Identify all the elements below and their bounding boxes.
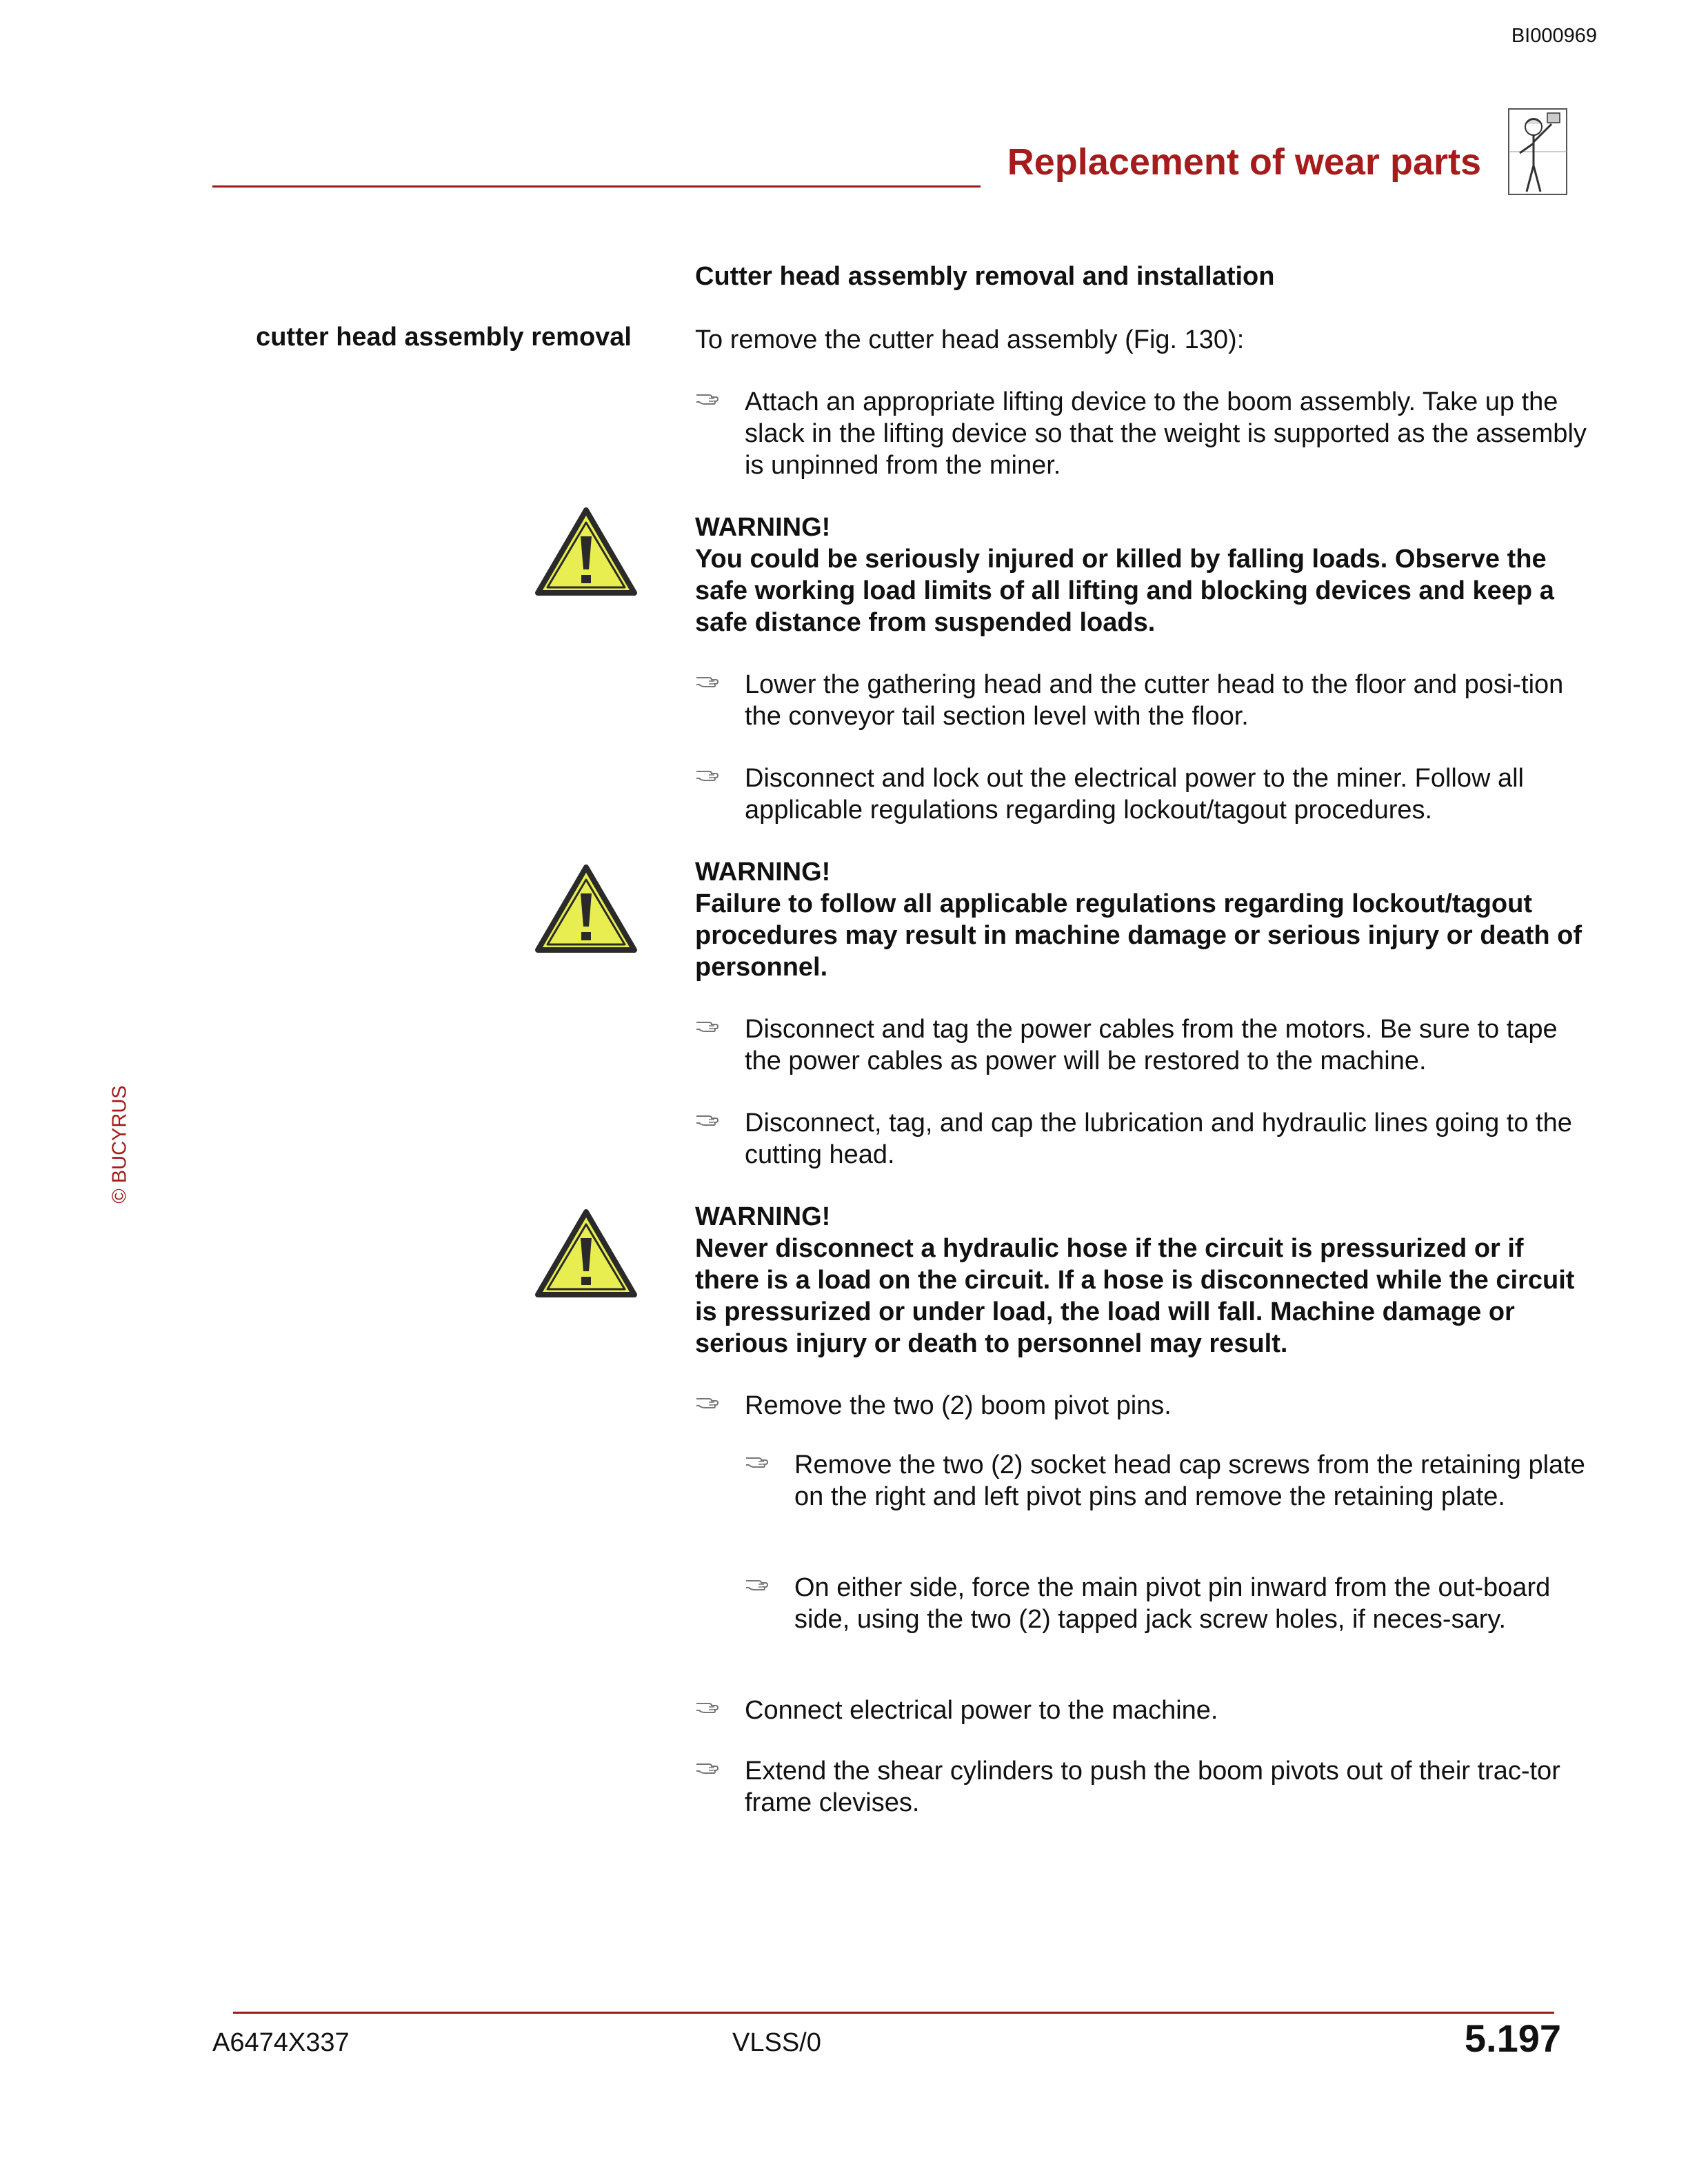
step-text: On either side, force the main pivot pin inward from the out-board side, using the two (2) tapped jack screw holes, if neces-sary. — [794, 1573, 1551, 1634]
pointing-hand-icon — [695, 389, 720, 407]
step-item — [695, 762, 1591, 826]
pointing-hand-icon — [695, 1697, 720, 1715]
step-item — [695, 1390, 1591, 1422]
step-item — [695, 669, 1591, 732]
warning-text: Never disconnect a hydraulic hose if the circuit is pressurized or if there is a load on the circuit. If a hose is disconnected while the circuit is pressurized or under load, the load will fall. Machine damage or serious injury or death to personnel may result. — [695, 1234, 1575, 1358]
step-item — [695, 1755, 1591, 1819]
worker-icon — [1503, 103, 1572, 200]
step-item — [695, 386, 1591, 481]
warning-block — [695, 1201, 1585, 1359]
warning-heading: WARNING! — [695, 513, 831, 542]
step-text: Disconnect and tag the power cables from the motors. Be sure to tape the power cables as power will be restored to the machine. — [745, 1015, 1558, 1075]
step-item — [695, 1013, 1591, 1077]
pointing-hand-icon — [695, 671, 720, 689]
pointing-hand-icon — [695, 1758, 720, 1776]
document-id: BI000969 — [1511, 25, 1597, 47]
sub-step-item — [745, 1572, 1591, 1635]
pointing-hand-icon — [695, 765, 720, 783]
page-number: 5.197 — [1464, 2016, 1561, 2060]
footer-document-number: A6474X337 — [212, 2028, 350, 2057]
footer-revision: VLSS/0 — [732, 2028, 821, 2057]
step-text: Disconnect and lock out the electrical power to the miner. Follow all applicable regulations regarding lockout/tagout procedures. — [745, 764, 1524, 825]
sub-step-item — [745, 1449, 1591, 1513]
page-title: Replacement of wear parts — [1007, 141, 1481, 183]
step-text: Connect electrical power to the machine. — [745, 1696, 1218, 1725]
step-text: Remove the two (2) boom pivot pins. — [745, 1391, 1172, 1420]
footer-rule — [233, 2012, 1554, 2014]
step-text: Remove the two (2) socket head cap screws from the retaining plate on the right and left pivot pins and remove the retaining plate. — [794, 1450, 1585, 1511]
warning-text: Failure to follow all applicable regulations regarding lockout/tagout procedures may result in machine damage or serious injury or death of personnel. — [695, 889, 1582, 982]
margin-label: cutter head assembly removal — [256, 323, 632, 352]
warning-triangle-icon — [534, 1208, 639, 1299]
section-title: Cutter head assembly removal and installation — [695, 262, 1275, 291]
step-text: Lower the gathering head and the cutter head to the floor and posi-tion the conveyor tail section level with the floor. — [745, 670, 1564, 731]
warning-triangle-icon — [534, 506, 639, 597]
step-text: Extend the shear cylinders to push the boom pivots out of their trac-tor frame clevises. — [745, 1757, 1560, 1817]
warning-block — [695, 512, 1585, 638]
pointing-hand-icon — [695, 1016, 720, 1034]
warning-heading: WARNING! — [695, 1202, 831, 1231]
header-rule — [212, 185, 981, 188]
pointing-hand-icon — [745, 1575, 770, 1593]
pointing-hand-icon — [745, 1452, 770, 1470]
warning-text: You could be seriously injured or killed by falling loads. Observe the safe working load limits of all lifting and blocking devices and keep a safe distance from suspended loads. — [695, 545, 1554, 637]
pointing-hand-icon — [695, 1393, 720, 1410]
step-text: Attach an appropriate lifting device to the boom assembly. Take up the slack in the lifting device so that the weight is supported as the assembly is unpinned from the miner. — [745, 387, 1587, 480]
warning-triangle-icon — [534, 863, 639, 954]
pointing-hand-icon — [695, 1110, 720, 1128]
copyright-mark: © BUCYRUS — [108, 1085, 131, 1204]
warning-heading: WARNING! — [695, 858, 831, 887]
step-item — [695, 1695, 1591, 1726]
step-text: Disconnect, tag, and cap the lubrication and hydraulic lines going to the cutting head. — [745, 1109, 1572, 1169]
warning-block — [695, 856, 1585, 983]
intro-text: To remove the cutter head assembly (Fig. 130): — [695, 325, 1245, 354]
step-item — [695, 1107, 1591, 1171]
